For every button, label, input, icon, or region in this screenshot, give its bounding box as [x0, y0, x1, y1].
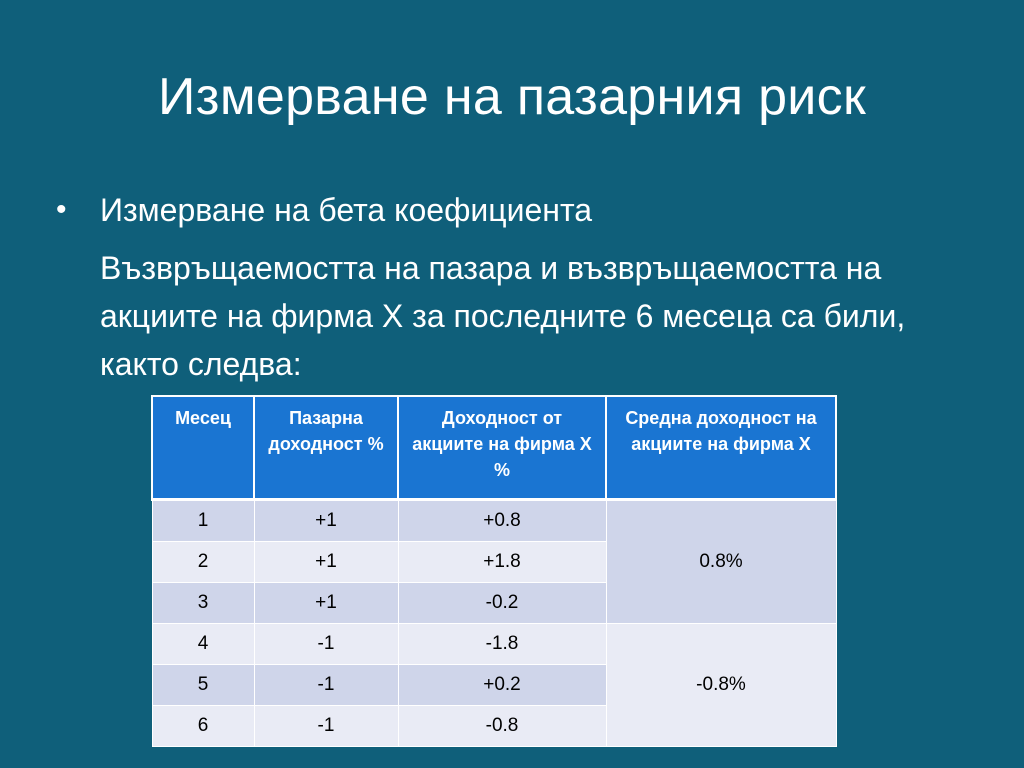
- returns-table-container: [151, 395, 835, 745]
- cell-stock: +0.2: [398, 665, 606, 706]
- cell-market: -1: [254, 665, 398, 706]
- bullet-dot-icon: •: [56, 193, 67, 226]
- slide-title: Измерване на пазарния риск: [158, 68, 866, 126]
- cell-stock: -1.8: [398, 624, 606, 665]
- cell-month: 3: [152, 583, 254, 624]
- table-row: [152, 500, 836, 542]
- cell-month: 5: [152, 665, 254, 706]
- cell-average-group-1: 0.8%: [606, 500, 836, 624]
- cell-stock: +1.8: [398, 542, 606, 583]
- returns-table: [151, 395, 837, 747]
- cell-stock: -0.8: [398, 706, 606, 747]
- table-header-row: [152, 396, 836, 500]
- cell-month: 2: [152, 542, 254, 583]
- cell-market: -1: [254, 624, 398, 665]
- cell-market: -1: [254, 706, 398, 747]
- cell-stock: +0.8: [398, 500, 606, 542]
- cell-month: 4: [152, 624, 254, 665]
- cell-stock: -0.2: [398, 583, 606, 624]
- body-paragraph: Възвръщаемостта на пазара и възвръщаемостта на акциите на фирма Х за последните 6 месеца са били, както следва:: [100, 250, 906, 382]
- cell-market: +1: [254, 500, 398, 542]
- header-month: Месец: [152, 396, 254, 500]
- cell-average-group-2: -0.8%: [606, 624, 836, 747]
- bullet-text: Измерване на бета коефициента: [100, 192, 593, 228]
- cell-month: 6: [152, 706, 254, 747]
- header-stock-return: Доходност от акциите на фирма Х %: [398, 396, 606, 500]
- cell-market: +1: [254, 542, 398, 583]
- header-market-return: Пазарна доходност %: [254, 396, 398, 500]
- table-row: [152, 624, 836, 665]
- header-average-return: Средна доходност на акциите на фирма Х: [606, 396, 836, 500]
- cell-market: +1: [254, 583, 398, 624]
- cell-month: 1: [152, 500, 254, 542]
